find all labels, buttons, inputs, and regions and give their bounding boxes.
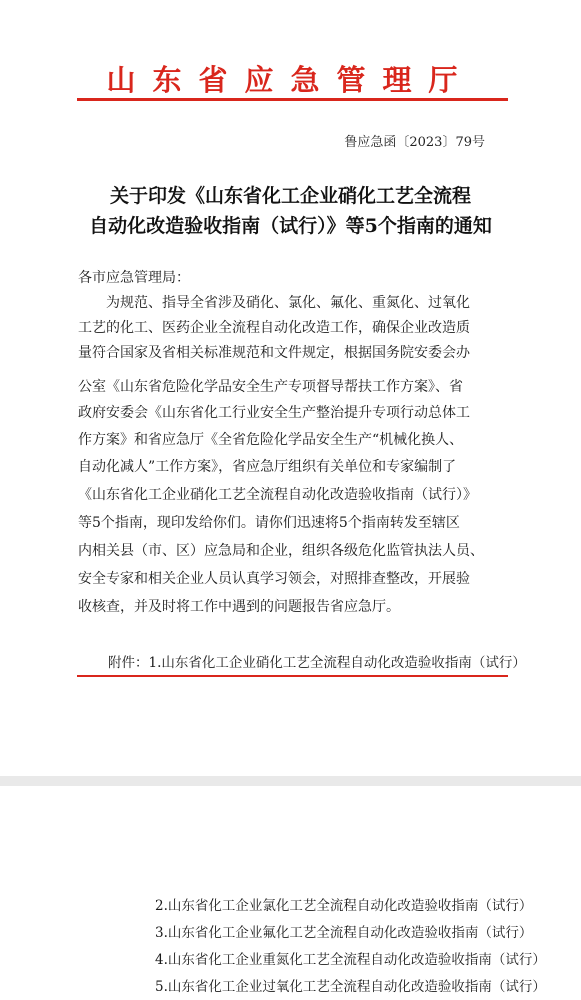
body-line: 《山东省化工企业硝化工艺全流程自动化改造验收指南（试行）》 (78, 487, 477, 503)
attachment-label: 附件： (108, 655, 149, 671)
agency-header: 山东省应急管理厅 (106, 63, 475, 97)
attachment-item: 5.山东省化工企业过氧化工艺全流程自动化改造验收指南（试行） (155, 979, 546, 995)
document-title-line-1: 关于印发《山东省化工企业硝化工艺全流程 (109, 185, 471, 207)
body-line: 安全专家和相关企业人员认真学习领会，对照排查整改，开展验 (78, 571, 470, 587)
body-line: 政府安委会《山东省化工行业安全生产整治提升专项行动总体工 (78, 405, 470, 421)
body-line: 作方案》和省应急厅《全省危险化学品安全生产“机械化换人、 (78, 432, 464, 448)
attachment-item: 1.山东省化工企业硝化工艺全流程自动化改造验收指南（试行） (148, 655, 526, 671)
page-separator (0, 776, 581, 786)
header-red-rule (77, 98, 508, 101)
body-line: 收核查，并及时将工作中遇到的问题报告省应急厅。 (78, 599, 400, 615)
salutation: 各市应急管理局： (78, 270, 190, 286)
footer-red-rule (77, 675, 508, 677)
body-line: 公室《山东省危险化学品安全生产专项督导帮扶工作方案》、省 (78, 379, 463, 395)
document-title-line-2: 自动化改造验收指南（试行）》等5个指南的通知 (89, 215, 492, 237)
attachment-first (108, 651, 526, 671)
body-line: 工艺的化工、医药企业全流程自动化改造工作，确保企业改造质 (78, 320, 470, 336)
body-line: 为规范、指导全省涉及硝化、氯化、氟化、重氮化、过氧化 (78, 295, 470, 311)
attachment-item: 2.山东省化工企业氯化工艺全流程自动化改造验收指南（试行） (155, 898, 533, 914)
document-page-2 (0, 786, 581, 1000)
attachment-item: 4.山东省化工企业重氮化工艺全流程自动化改造验收指南（试行） (155, 952, 546, 968)
body-line: 内相关县（市、区）应急局和企业，组织各级危化监管执法人员、 (78, 543, 484, 559)
body-line: 量符合国家及省相关标准规范和文件规定，根据国务院安委会办 (78, 345, 470, 361)
body-line: 等5个指南，现印发给你们。请你们迅速将5个指南转发至辖区 (78, 515, 460, 531)
attachment-item: 3.山东省化工企业氟化工艺全流程自动化改造验收指南（试行） (155, 925, 533, 941)
document-number: 鲁应急函〔2023〕79号 (344, 135, 485, 150)
body-line: 自动化减人”工作方案》，省应急厅组织有关单位和专家编制了 (78, 459, 457, 475)
